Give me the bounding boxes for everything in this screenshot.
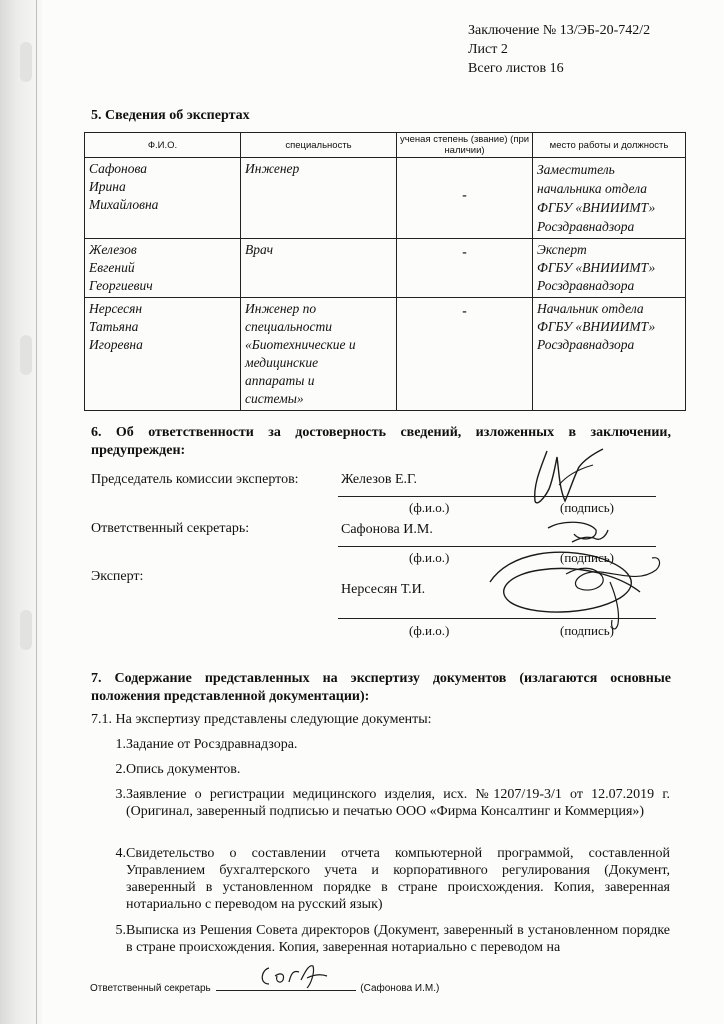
signer-name-chairman: Железов Е.Г. (341, 472, 418, 487)
cell-specialty: Врач (241, 239, 397, 298)
chairman-signature-image (505, 445, 615, 510)
cell-workplace: Начальник отдела ФГБУ «ВНИИИМТ» Росздравнадзора (533, 298, 686, 411)
experts-table (84, 132, 686, 411)
cell-specialty: Инженер по специальности «Биотехнические и медицинские аппараты и системы» (241, 298, 397, 411)
col-header-fio: Ф.И.О. (85, 133, 241, 158)
fio-caption: (ф.и.о.) (409, 500, 450, 515)
signer-role-chairman: Председатель комиссии экспертов: (91, 472, 299, 487)
footer-signature-image (255, 960, 335, 992)
scan-edge-line (36, 0, 37, 1024)
cell-degree: - (397, 239, 533, 298)
table-header-row (85, 133, 686, 158)
conclusion-number: Заключение № 13/ЭБ-20-742/2 (468, 23, 651, 38)
list-item: 3. Заявление о регистрации медицинского изделия, исх. №1207/19-3/1 от 12.07.2019 г. (Оригинал, заверенный подписью и печатью ООО «Фирма Консалтинг и Коммерция») (115, 787, 670, 819)
binding-hole (20, 610, 32, 650)
col-header-degree: ученая степень (звание) (при наличии) (397, 133, 533, 158)
document-header (468, 21, 650, 78)
table-row (85, 239, 686, 298)
cell-fio: Сафонова Ирина Михайловна (85, 158, 241, 239)
cell-workplace: Эксперт ФГБУ «ВНИИИМТ» Росздравнадзора (533, 239, 686, 298)
fio-caption: (ф.и.о.) (409, 623, 450, 638)
sign-caption: (подпись) (560, 623, 614, 638)
col-header-workplace: место работы и должность (533, 133, 686, 158)
list-item: 4. Свидетельство о составлении отчета компьютерной программой, составленной Управлением бухгалтерского учета и корпоративного регулирования (Документ, заверенный в установленном порядке в стране происхождения. Копия, заверенная нотариально с переводом на русский язык) (115, 846, 670, 912)
table-row (85, 298, 686, 411)
binding-hole (20, 42, 32, 82)
signer-name-secretary: Сафонова И.М. (341, 522, 433, 537)
sheet-number: Лист 2 (468, 42, 508, 57)
signer-role-secretary: Ответственный секретарь: (91, 521, 250, 536)
section7-title: 7. Содержание представленных на экспертизу документов (излагаются основные положения представленной документации): (91, 671, 671, 704)
signer-name-expert: Нерсесян Т.И. (341, 582, 426, 597)
section7-intro: 7.1. На экспертизу представлены следующие документы: (91, 712, 432, 727)
list-item: 1. Задание от Росздравнадзора. (115, 737, 298, 752)
fio-caption: (ф.и.о.) (409, 550, 450, 565)
cell-workplace: Заместитель начальника отдела ФГБУ «ВНИИИМТ» Росздравнадзора (533, 158, 686, 239)
footer-label: Ответственный секретарь (90, 983, 211, 994)
sign-caption: (подпись) (560, 500, 614, 515)
footer-name: (Сафонова И.М.) (360, 983, 440, 994)
list-item: 5. Выписка из Решения Совета директоров (Документ, заверенный в установленном порядке в стране происхождения. Копия, заверенная нотариально с переводом на (115, 923, 670, 955)
cell-degree: - (397, 298, 533, 411)
cell-fio: Нерсесян Татьяна Игоревна (85, 298, 241, 411)
cell-degree: - (397, 158, 533, 239)
total-sheets: Всего листов 16 (468, 61, 564, 76)
sign-caption: (подпись) (560, 550, 614, 565)
table-row (85, 158, 686, 239)
cell-specialty: Инженер (241, 158, 397, 239)
section6-title: 6. Об ответственности за достоверность сведений, изложенных в заключении, предупрежден: (91, 425, 671, 458)
section5-title: 5. Сведения об экспертах (91, 108, 250, 123)
col-header-specialty: специальность (241, 133, 397, 158)
cell-fio: Железов Евгений Георгиевич (85, 239, 241, 298)
list-item: 2. Опись документов. (115, 762, 241, 777)
signer-role-expert: Эксперт: (91, 569, 144, 584)
expert-signatures-image (470, 512, 670, 640)
binding-hole (20, 335, 32, 375)
